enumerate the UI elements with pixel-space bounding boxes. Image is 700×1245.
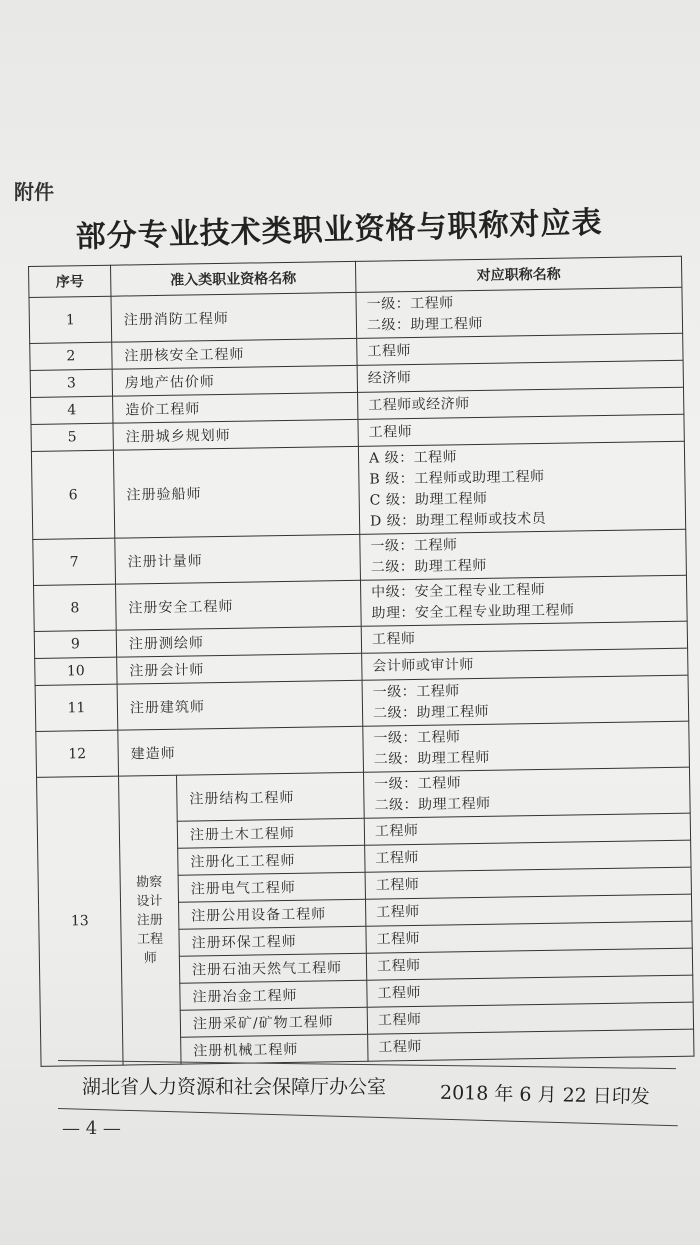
qualification-name-cell: 注册化工工程师 <box>178 845 365 875</box>
title-line: 工程师 <box>375 876 420 894</box>
header-seq: 序号 <box>29 265 111 297</box>
header-qualification: 准入类职业资格名称 <box>110 261 355 296</box>
title-line: 会计师或审计师 <box>372 656 474 675</box>
title-line: 工程师 <box>376 957 421 975</box>
qualification-name-cell: 注册城乡规划师 <box>113 419 358 450</box>
title-cell <box>360 529 687 580</box>
seq-cell: 12 <box>36 730 119 777</box>
title-line: A 级：工程师 <box>368 448 458 467</box>
qualification-name-cell: 注册安全工程师 <box>116 580 362 630</box>
qualification-table-wrapper <box>28 256 695 1067</box>
qualification-name-cell: 注册核安全工程师 <box>112 338 357 369</box>
qualification-table <box>28 256 695 1067</box>
issuer-text: 湖北省人力资源和社会保障厅办公室 <box>82 1076 387 1098</box>
title-cell <box>358 441 685 534</box>
qualification-name-cell: 注册机械工程师 <box>181 1034 368 1064</box>
seq-cell: 3 <box>30 369 112 397</box>
qualification-name-cell: 注册测绘师 <box>116 626 361 657</box>
title-line: 工程师 <box>376 930 421 948</box>
qualification-name-cell: 注册公用设备工程师 <box>179 899 366 929</box>
document-title: 部分专业技术类职业资格与职称对应表 <box>75 205 603 255</box>
seq-cell: 13 <box>37 776 124 1066</box>
seq-cell: 7 <box>33 538 116 585</box>
group-label-line: 注册 <box>136 912 163 928</box>
qualification-name-cell: 注册环保工程师 <box>179 926 366 956</box>
group-label-line: 设计 <box>136 893 163 909</box>
title-line: 一级：工程师 <box>372 682 460 701</box>
title-cell <box>360 575 687 626</box>
title-line: 工程师 <box>371 630 416 648</box>
title-line: 工程师 <box>368 423 413 441</box>
qualification-name-cell: 注册石油天然气工程师 <box>179 953 366 983</box>
title-line: 工程师 <box>367 342 412 360</box>
seq-cell: 2 <box>30 342 112 370</box>
title-line: 二级：助理工程师 <box>372 703 490 722</box>
qualification-name-cell: 房地产估价师 <box>112 365 357 396</box>
title-line: 工程师 <box>377 984 422 1002</box>
seq-cell: 9 <box>34 630 116 658</box>
qualification-name-cell: 注册消防工程师 <box>111 292 357 342</box>
title-line: 一级：工程师 <box>370 536 458 555</box>
qualification-name-cell: 注册计量师 <box>115 534 361 584</box>
title-line: 一级：工程师 <box>374 774 462 793</box>
title-line: 工程师 <box>377 1011 422 1029</box>
title-line: 工程师或经济师 <box>368 395 470 414</box>
issue-date: 2018 年 6 月 22 日印发 <box>439 1081 651 1109</box>
seq-cell: 11 <box>35 684 118 731</box>
title-line: B 级：工程师或助理工程师 <box>369 468 545 488</box>
table-row <box>31 441 685 539</box>
title-line: 工程师 <box>374 822 419 840</box>
title-line: 工程师 <box>376 903 420 921</box>
qualification-name-cell: 注册电气工程师 <box>178 872 365 902</box>
group-label-line: 工程 <box>136 931 164 947</box>
title-line: 工程师 <box>378 1038 422 1056</box>
header-title: 对应职称名称 <box>355 256 681 292</box>
title-line: 助理：安全工程专业助理工程师 <box>371 601 575 622</box>
footer-rule-bottom <box>58 1108 678 1126</box>
title-cell <box>362 675 689 726</box>
qualification-name-cell: 建造师 <box>118 726 364 776</box>
seq-cell: 6 <box>31 450 114 539</box>
qualification-name-cell: 注册冶金工程师 <box>180 980 367 1010</box>
title-line: 一级：工程师 <box>366 294 454 313</box>
title-cell <box>363 767 690 818</box>
qualification-name-cell: 注册验船师 <box>113 446 359 538</box>
qualification-name-cell: 注册采矿/矿物工程师 <box>180 1007 367 1037</box>
page-number: — 4 — <box>62 1118 121 1139</box>
title-line: 二级：助理工程师 <box>366 315 484 334</box>
qualification-name-cell: 注册结构工程师 <box>177 772 365 821</box>
title-line: 工程师 <box>375 849 419 867</box>
seq-cell: 4 <box>31 396 113 424</box>
seq-cell: 5 <box>31 423 113 451</box>
qualification-name-cell: 注册会计师 <box>117 653 362 684</box>
qualification-name-cell: 注册建筑师 <box>117 680 363 730</box>
group-label-line: 师 <box>143 950 158 966</box>
qualification-name-cell: 注册土木工程师 <box>177 818 364 848</box>
title-line: C 级：助理工程师 <box>369 490 488 509</box>
title-line: 二级：助理工程师 <box>374 795 491 814</box>
group-label-line: 勘察 <box>136 874 163 890</box>
seq-cell: 8 <box>34 584 117 631</box>
title-line: 中级：安全工程专业工程师 <box>371 581 546 601</box>
title-line: 经济师 <box>367 369 412 387</box>
title-line: 二级：助理工程师 <box>370 557 487 576</box>
title-cell <box>356 287 683 338</box>
title-line: 一级：工程师 <box>373 728 461 747</box>
table-body <box>29 287 694 1066</box>
seq-cell: 10 <box>35 657 117 685</box>
title-line: D 级：助理工程师或技术员 <box>369 510 547 530</box>
seq-cell: 1 <box>29 296 112 343</box>
attachment-label: 附件 <box>14 180 54 204</box>
title-line: 二级：助理工程师 <box>373 749 490 768</box>
qualification-name-cell: 造价工程师 <box>113 392 358 423</box>
group-label-cell <box>119 775 182 1065</box>
title-cell <box>363 721 690 772</box>
title-cell <box>368 1029 694 1061</box>
